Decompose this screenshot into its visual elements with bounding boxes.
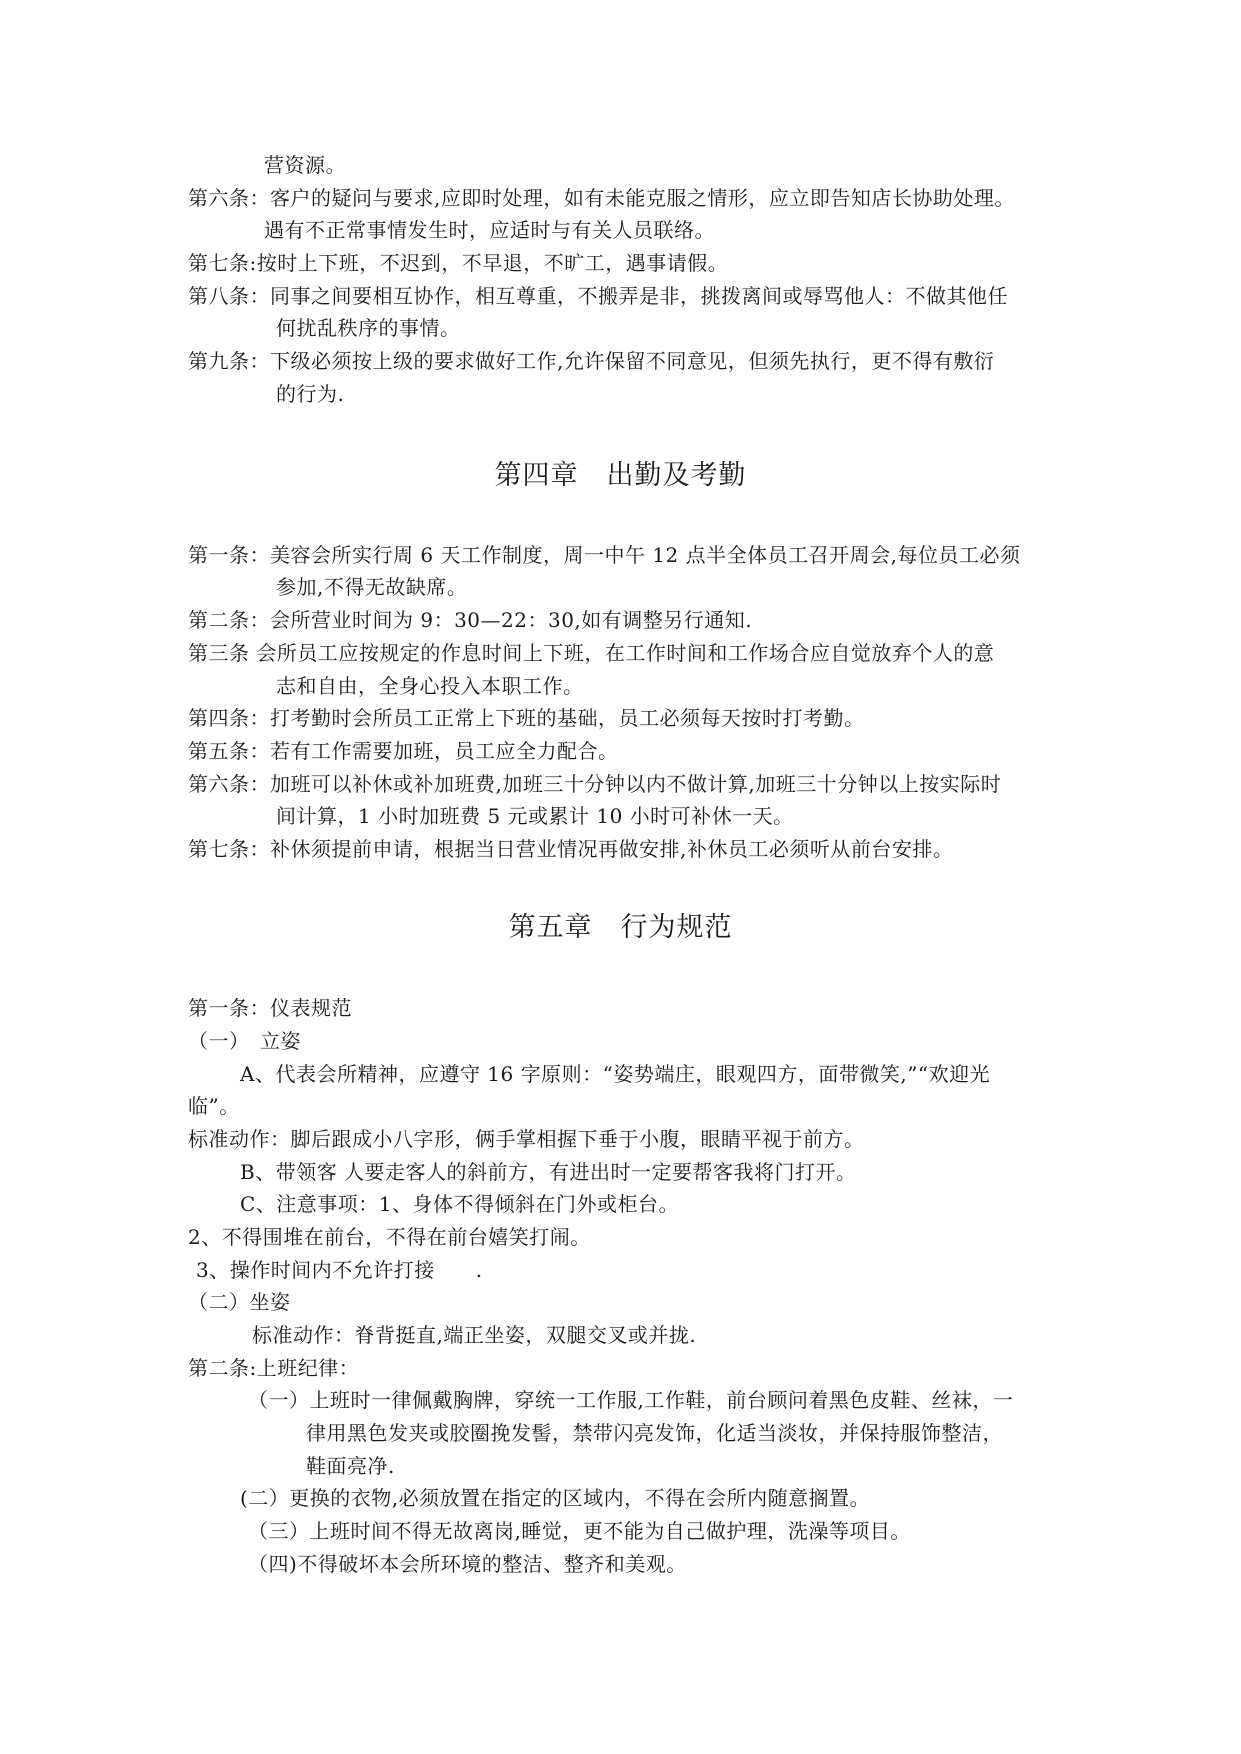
text-line: 的行为.: [276, 382, 345, 406]
text-line: 遇有不正常事情发生时，应适时与有关人员联络。: [264, 218, 715, 242]
text-line: 参加,不得无故缺席。: [276, 575, 468, 599]
chapter-heading: 第四章 出勤及考勤: [494, 460, 747, 491]
text-line: 志和自由，全身心投入本职工作。: [276, 674, 584, 698]
text-line: 3、操作时间内不允许打接 .: [196, 1258, 483, 1282]
text-line: 第九条：下级必须按上级的要求做好工作,允许保留不同意见，但须先执行，更不得有敷衍: [188, 349, 995, 373]
text-line: 第二条：会所营业时间为 9：30—22：30,如有调整另行通知.: [188, 608, 753, 632]
text-line: C、注意事项：1、身体不得倾斜在门外或柜台。: [240, 1192, 680, 1216]
text-line: （二）坐姿: [188, 1290, 291, 1314]
text-line: A、代表会所精神，应遵守 16 字原则：“姿势端庄，眼观四方，面带微笑,”“欢迎光: [240, 1062, 991, 1086]
text-line: 第四条：打考勤时会所员工正常上下班的基础，员工必须每天按时打考勤。: [188, 706, 865, 730]
text-line: 临”。: [188, 1094, 240, 1118]
text-line: （一） 立姿: [188, 1029, 301, 1053]
text-line: 第六条：加班可以补休或补加班费,加班三十分钟以内不做计算,加班三十分钟以上按实际时: [188, 772, 1002, 796]
text-line: 第一条：仪表规范: [188, 996, 352, 1020]
text-line: 第七条:按时上下班，不迟到，不早退，不旷工，遇事请假。: [188, 251, 729, 275]
chapter-heading: 第五章 行为规范: [508, 912, 733, 943]
text-line: 第二条:上班纪律：: [188, 1356, 360, 1380]
text-line: 标准动作：脊背挺直,端正坐姿，双腿交叉或并拢.: [252, 1323, 697, 1347]
text-line: 第六条：客户的疑问与要求,应即时处理，如有未能克服之情形，应立即告知店长协助处理。: [188, 186, 1015, 210]
text-line: 何扰乱秩序的事情。: [276, 316, 461, 340]
text-line: （四)不得破坏本会所环境的整洁、整齐和美观。: [248, 1552, 687, 1576]
text-line: 鞋面亮净.: [306, 1454, 395, 1478]
text-line: 第五条：若有工作需要加班，员工应全力配合。: [188, 739, 619, 763]
text-line: 第八条：同事之间要相互协作，相互尊重，不搬弄是非，挑拨离间或辱骂他人：不做其他任: [188, 284, 1008, 308]
text-line: 2、不得围堆在前台，不得在前台嬉笑打闹。: [188, 1225, 591, 1249]
text-line: 营资源。: [264, 153, 346, 177]
text-line: 间计算，1 小时加班费 5 元或累计 10 小时可补休一天。: [276, 804, 794, 828]
text-line: （三）上班时间不得无故离岗,睡觉，更不能为自己做护理，洗澡等项目。: [248, 1519, 911, 1543]
text-line: （一）上班时一律佩戴胸牌，穿统一工作服,工作鞋，前台顾问着黑色皮鞋、丝袜，一: [248, 1388, 1014, 1412]
text-line: (二）更换的衣物,必须放置在指定的区域内，不得在会所内随意搁置。: [240, 1486, 871, 1510]
text-line: 标准动作：脚后跟成小八字形，俩手掌相握下垂于小腹，眼睛平视于前方。: [188, 1127, 865, 1151]
text-line: 第七条：补休须提前申请，根据当日营业情况再做安排,补休员工必须听从前台安排。: [188, 837, 954, 861]
text-line: B、带领客 人要走客人的斜前方，有进出时一定要帮客我将门打开。: [240, 1160, 857, 1184]
text-line: 第三条 会所员工应按规定的作息时间上下班，在工作时间和工作场合应自觉放弃个人的意: [188, 641, 995, 665]
text-line: 第一条：美容会所实行周 6 天工作制度，周一中午 12 点半全体员工召开周会,每位员工必须: [188, 543, 1021, 567]
text-line: 律用黑色发夹或胶圈挽发髻，禁带闪亮发饰，化适当淡妆，并保持服饰整洁，: [306, 1421, 1003, 1445]
